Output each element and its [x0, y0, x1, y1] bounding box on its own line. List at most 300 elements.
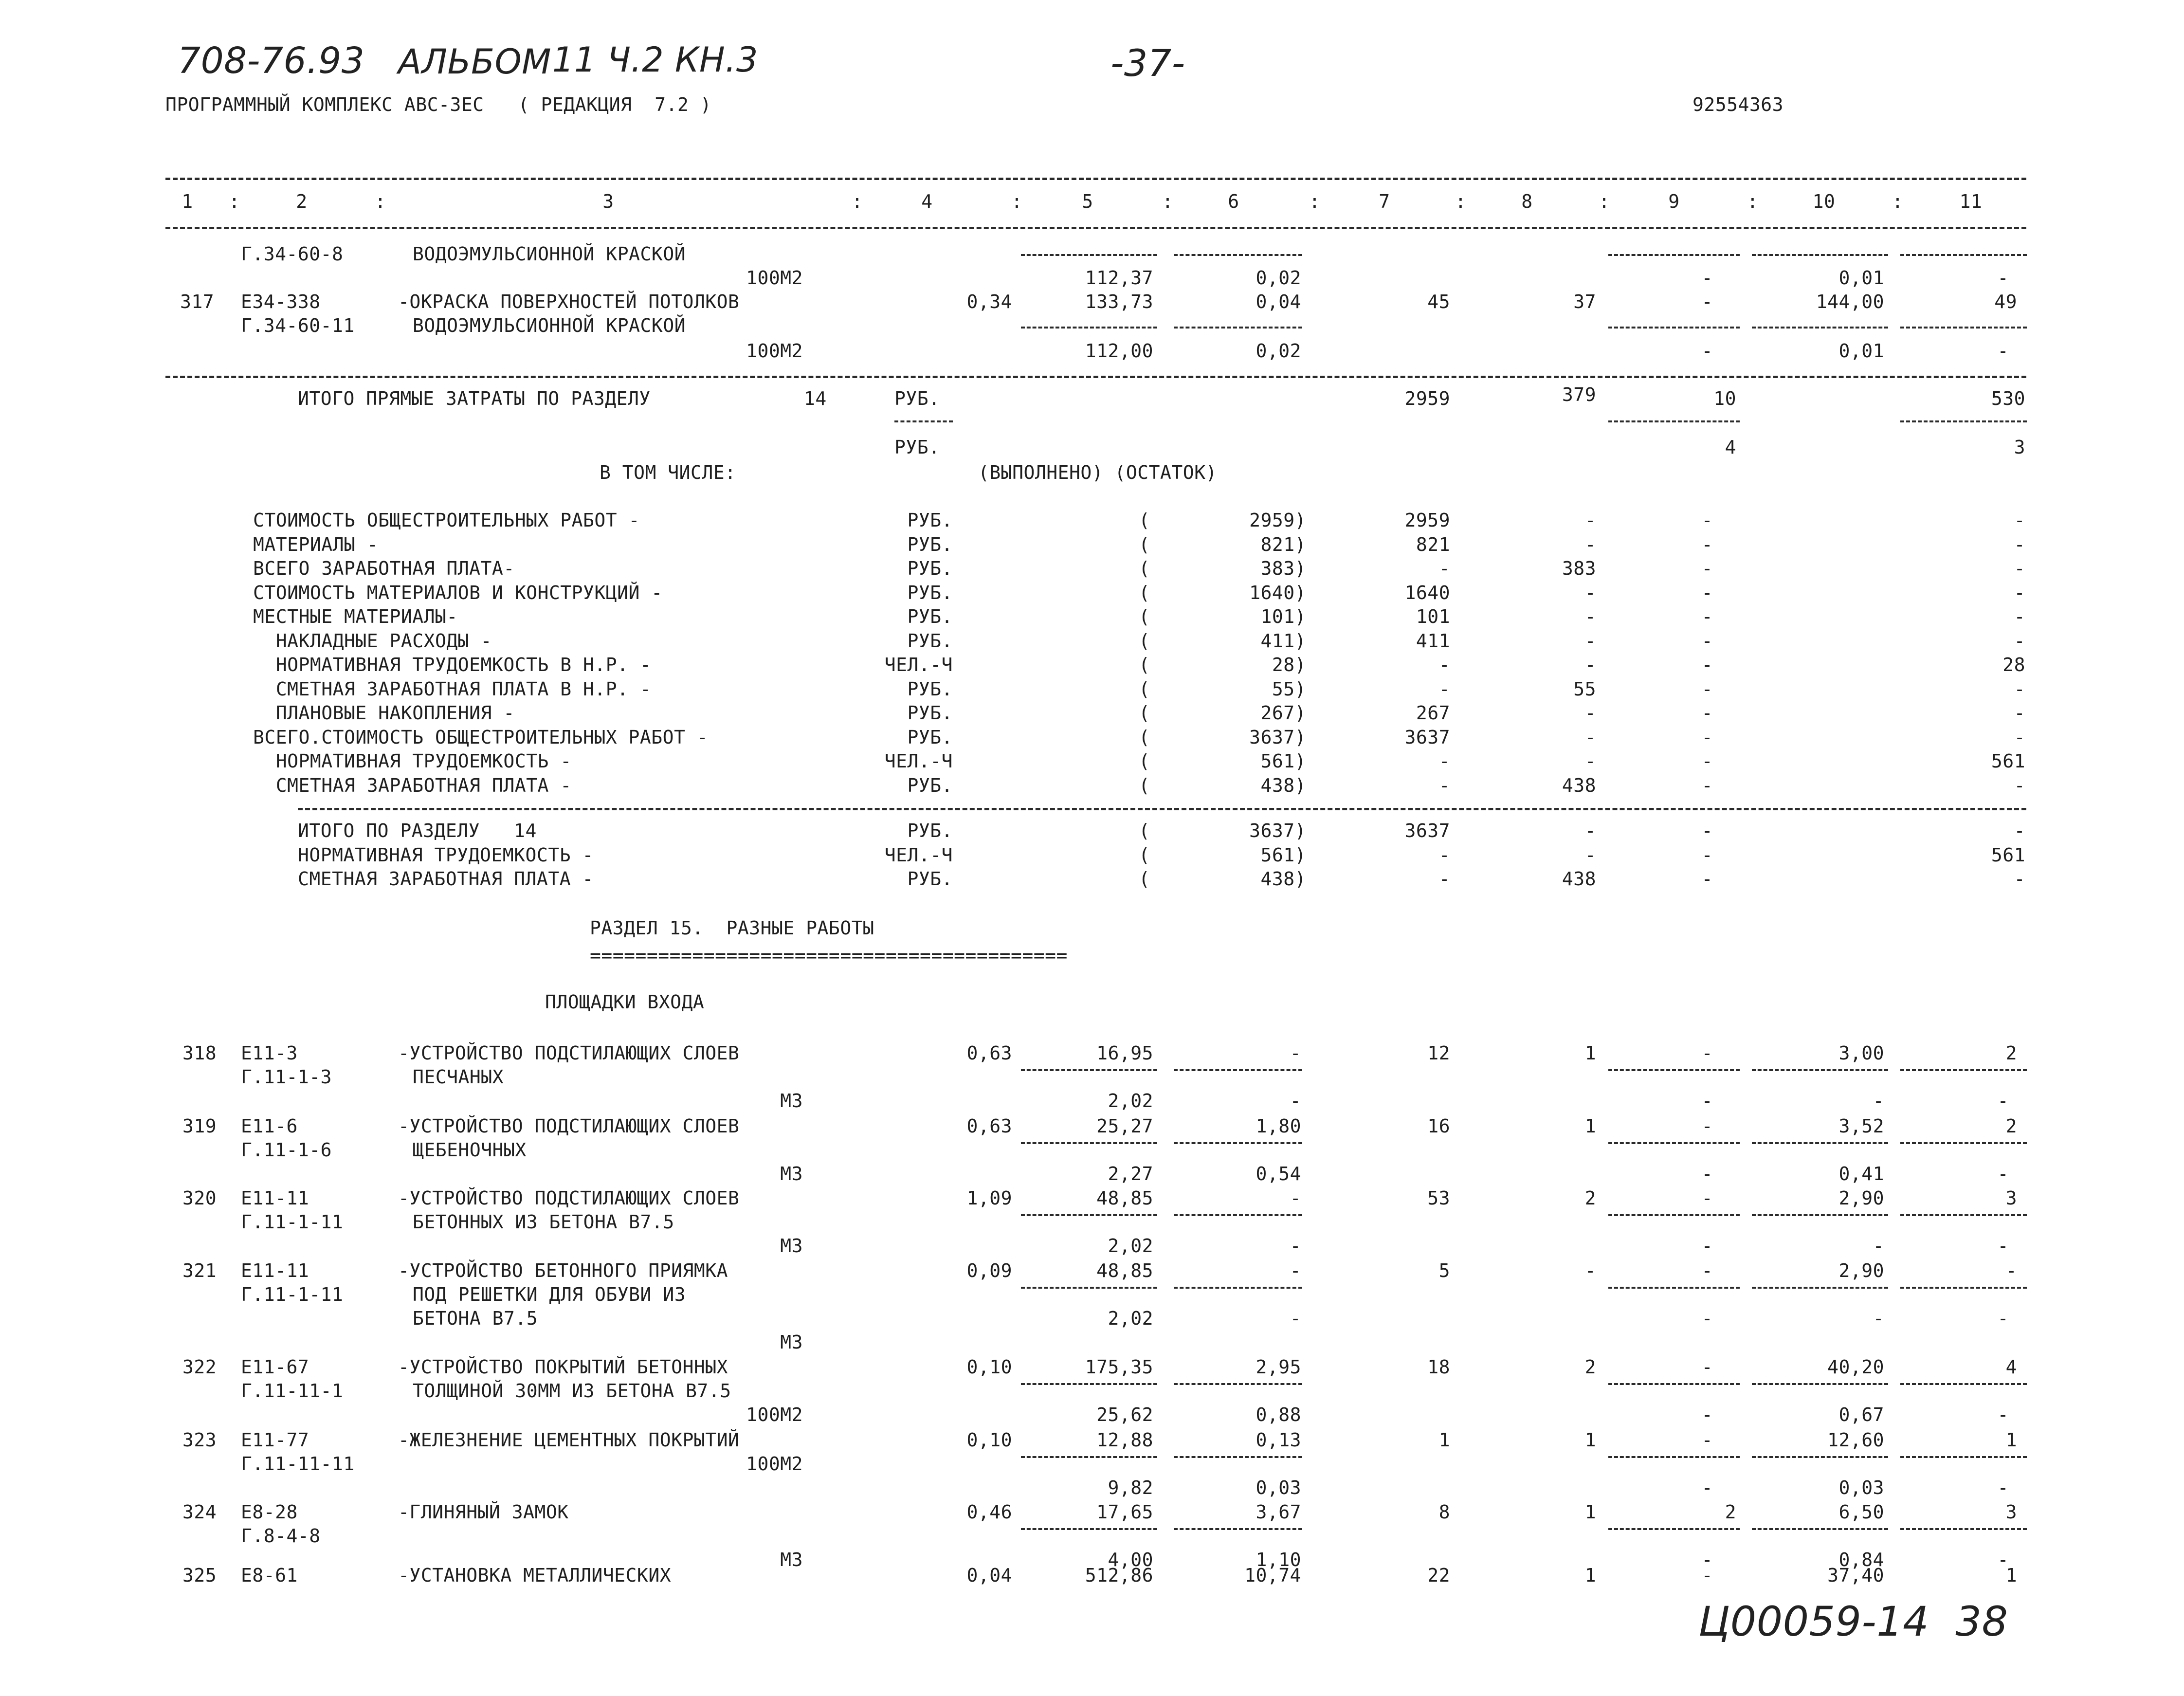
summary-c7: 267: [1416, 702, 1450, 724]
summary-unit: РУБ.: [907, 774, 953, 796]
item-unit: 100М2: [746, 340, 803, 362]
summary-c8: -: [1584, 510, 1596, 531]
cell-c10: 12,60: [1827, 1429, 1884, 1451]
cell-c4: 0,34: [966, 291, 1012, 312]
second-c9: 4: [1725, 437, 1736, 458]
column-separator: :: [1892, 191, 1904, 212]
cell-c7: 8: [1438, 1501, 1450, 1523]
sub-c9: -: [1701, 1090, 1713, 1112]
item-code: Г.34-60-11: [241, 315, 355, 336]
cell-c6: 0,02: [1256, 267, 1301, 289]
column-number: 4: [921, 191, 933, 212]
section-15-subtitle: ПЛОЩАДКИ ВХОДА: [545, 991, 705, 1013]
summary-unit: РУБ.: [907, 820, 953, 841]
cell-c5: 16,95: [1096, 1042, 1153, 1064]
summary-c9: -: [1701, 533, 1713, 555]
summary-label: ВСЕГО.СТОИМОСТЬ ОБЩЕСТРОИТЕЛЬНЫХ РАБОТ -: [253, 726, 709, 748]
cell-c4: 0,10: [966, 1429, 1012, 1451]
value-rule: [1174, 1456, 1302, 1458]
sub-c9: -: [1701, 1477, 1713, 1498]
sub-c11: -: [1997, 1404, 2009, 1425]
sub-c5: 2,02: [1108, 1308, 1153, 1329]
column-separator: :: [1747, 191, 1759, 212]
cell-c11: 2: [2005, 1042, 2017, 1064]
sub-c10: -: [1873, 1235, 1884, 1257]
summary-completed: 821): [1260, 533, 1306, 555]
summary-c8: -: [1584, 630, 1596, 652]
summary-label: НОРМАТИВНАЯ ТРУДОЕМКОСТЬ -: [298, 844, 594, 866]
item-code: Г.34-60-8: [241, 243, 344, 265]
sub-c9: -: [1701, 1404, 1713, 1425]
cell-c10: 3,00: [1838, 1042, 1884, 1064]
handwritten-album-label: АЛЬБОМ: [398, 42, 552, 82]
cell-c7: 16: [1427, 1115, 1450, 1137]
summary-unit: ЧЕЛ.-Ч: [884, 750, 953, 772]
value-rule: [1608, 327, 1740, 328]
item-number: 318: [182, 1042, 217, 1064]
cell-c4: 0,09: [966, 1260, 1012, 1281]
second-unit: РУБ.: [894, 437, 940, 458]
summary-open-paren: (: [1139, 702, 1150, 724]
summary-open-paren: (: [1139, 750, 1150, 772]
summary-completed: 55): [1272, 678, 1306, 700]
cell-c11: 4: [2005, 1356, 2017, 1378]
summary-label: СМЕТНАЯ ЗАРАБОТНАЯ ПЛАТА -: [253, 774, 572, 796]
summary-completed: 438): [1260, 774, 1306, 796]
column-separator: :: [1599, 191, 1610, 212]
item-code: Е11-11: [241, 1260, 309, 1281]
sub-c5: 2,27: [1108, 1163, 1153, 1185]
summary-completed: 383): [1260, 558, 1306, 579]
cell-c5: 12,88: [1096, 1429, 1153, 1451]
summary-open-paren: (: [1139, 774, 1150, 796]
cell-c11: -: [2005, 1260, 2017, 1281]
handwritten-album-ref: 708-76.93: [178, 40, 365, 82]
summary-c7: -: [1438, 678, 1450, 700]
document-code: 92554363: [1693, 94, 1784, 115]
cell-c8: 1: [1584, 1501, 1596, 1523]
summary-unit: РУБ.: [907, 702, 953, 724]
item-number: 322: [182, 1356, 217, 1378]
summary-open-paren: (: [1139, 868, 1150, 890]
column-number: 9: [1668, 191, 1680, 212]
cell-c4: 0,04: [966, 1565, 1012, 1586]
cell-c11: 1: [2005, 1565, 2017, 1586]
summary-label: СТОИМОСТЬ МАТЕРИАЛОВ И КОНСТРУКЦИЙ -: [253, 582, 663, 603]
item-code-ref: Г.11-1-6: [241, 1139, 332, 1161]
item-number: 317: [180, 291, 215, 312]
column-number: 5: [1082, 191, 1093, 212]
cell-c9: -: [1701, 1260, 1713, 1281]
column-separator: :: [375, 191, 386, 212]
program-line: ПРОГРАММНЫЙ КОМПЛЕКС АВС-3ЕС ( РЕДАКЦИЯ 7.2 ): [165, 94, 712, 115]
summary-completed: 2959): [1249, 510, 1306, 531]
summary-c11: -: [2014, 630, 2025, 652]
item-code-ref: Г.11-1-11: [241, 1211, 344, 1233]
value-rule: [1174, 1214, 1302, 1216]
value-rule: [1752, 254, 1888, 256]
sub-c11: -: [1997, 1308, 2009, 1329]
summary-unit: ЧЕЛ.-Ч: [884, 654, 953, 675]
direct-c9: 10: [1713, 388, 1736, 409]
cell-c7: 18: [1427, 1356, 1450, 1378]
sub-c9: -: [1701, 1235, 1713, 1257]
summary-unit: РУБ.: [907, 678, 953, 700]
value-rule: [1021, 327, 1157, 328]
value-rule: [1900, 254, 2027, 256]
value-rule: [1752, 327, 1888, 328]
sub-c10: -: [1873, 1090, 1884, 1112]
cell-c11: -: [1997, 267, 2009, 289]
value-rule: [1608, 420, 1740, 422]
summary-c8: 438: [1562, 774, 1596, 796]
item-text: ПОД РЕШЕТКИ ДЛЯ ОБУВИ ИЗ: [413, 1284, 686, 1305]
cell-c5: 133,73: [1085, 291, 1153, 312]
summary-c7: 1640: [1404, 582, 1450, 603]
cell-c6: 3,67: [1256, 1501, 1301, 1523]
item-text: -ОКРАСКА ПОВЕРХНОСТЕЙ ПОТОЛКОВ: [398, 291, 740, 312]
summary-c11: -: [2014, 868, 2025, 890]
value-rule: [1174, 1287, 1302, 1289]
summary-c8: 438: [1562, 868, 1596, 890]
summary-c7: -: [1438, 774, 1450, 796]
value-rule: [1752, 1528, 1888, 1530]
cell-c5: 512,86: [1085, 1565, 1153, 1586]
value-rule: [1900, 1456, 2027, 1458]
cell-c11: 2: [2005, 1115, 2017, 1137]
sub-c6: 1,10: [1256, 1549, 1301, 1570]
value-rule: [1608, 1287, 1740, 1289]
summary-c9: -: [1701, 582, 1713, 603]
sub-c11: -: [1997, 1549, 2009, 1570]
value-rule: [1752, 1456, 1888, 1458]
cell-c10: 144,00: [1816, 291, 1884, 312]
summary-c11: -: [2014, 510, 2025, 531]
summary-label: ИТОГО ПО РАЗДЕЛУ 14: [298, 820, 537, 841]
cell-c11: 3: [2005, 1501, 2017, 1523]
value-rule: [1900, 327, 2027, 328]
item-text: -УСТРОЙСТВО ПОКРЫТИЙ БЕТОННЫХ: [398, 1356, 728, 1378]
item-code: Е11-67: [241, 1356, 309, 1378]
summary-c11: -: [2014, 606, 2025, 627]
item-code: Е8-61: [241, 1565, 298, 1586]
summary-c8: -: [1584, 582, 1596, 603]
cell-c9: -: [1701, 291, 1713, 312]
section-total-rule: [298, 808, 2026, 810]
summary-c11: 561: [1991, 750, 2025, 772]
summary-c7: 3637: [1404, 726, 1450, 748]
summary-c7: -: [1438, 868, 1450, 890]
summary-unit: РУБ.: [907, 582, 953, 603]
summary-c7: -: [1438, 654, 1450, 675]
header-rule-top: [165, 178, 2026, 180]
cell-c10: 40,20: [1827, 1356, 1884, 1378]
item-text: БЕТОННЫХ ИЗ БЕТОНА В7.5: [413, 1211, 674, 1233]
value-rule: [1752, 1383, 1888, 1385]
value-rule: [1900, 1287, 2027, 1289]
summary-open-paren: (: [1139, 558, 1150, 579]
column-number: 8: [1521, 191, 1533, 212]
value-rule: [1752, 1214, 1888, 1216]
item-code: Е11-3: [241, 1042, 298, 1064]
summary-c11: -: [2014, 702, 2025, 724]
summary-label: НОРМАТИВНАЯ ТРУДОЕМКОСТЬ В Н.Р. -: [253, 654, 652, 675]
column-separator: :: [229, 191, 240, 212]
sub-c5: 2,02: [1108, 1090, 1153, 1112]
item-code-ref: Г.11-11-11: [241, 1453, 355, 1475]
item-number: 323: [182, 1429, 217, 1451]
summary-label: ПЛАНОВЫЕ НАКОПЛЕНИЯ -: [253, 702, 515, 724]
summary-open-paren: (: [1139, 630, 1150, 652]
summary-c9: -: [1701, 558, 1713, 579]
value-rule: [1900, 1528, 2027, 1530]
summary-label: МАТЕРИАЛЫ -: [253, 533, 379, 555]
summary-open-paren: (: [1139, 726, 1150, 748]
cell-c5: 112,00: [1085, 340, 1153, 362]
item-code: Е11-11: [241, 1187, 309, 1209]
summary-label: НОРМАТИВНАЯ ТРУДОЕМКОСТЬ -: [253, 750, 572, 772]
value-rule: [1174, 1142, 1302, 1144]
item-unit: 100М2: [746, 1453, 803, 1475]
value-rule: [1021, 254, 1157, 256]
summary-c8: -: [1584, 750, 1596, 772]
cell-c10: 0,01: [1838, 340, 1884, 362]
summary-c9: -: [1701, 726, 1713, 748]
item-unit: М3: [780, 1163, 803, 1185]
cell-c11: 49: [1994, 291, 2017, 312]
cell-c4: 1,09: [966, 1187, 1012, 1209]
summary-completed: 267): [1260, 702, 1306, 724]
cell-c9: -: [1701, 1356, 1713, 1378]
summary-completed: 561): [1260, 844, 1306, 866]
item-unit: М3: [780, 1331, 803, 1353]
summary-c11: -: [2014, 558, 2025, 579]
cell-c5: 25,27: [1096, 1115, 1153, 1137]
summary-c9: -: [1701, 678, 1713, 700]
cell-c6: 0,13: [1256, 1429, 1301, 1451]
summary-c8: 55: [1573, 678, 1596, 700]
item-code-ref: Г.11-11-1: [241, 1380, 344, 1402]
summary-label: СМЕТНАЯ ЗАРАБОТНАЯ ПЛАТА -: [298, 868, 594, 890]
column-separator: :: [852, 191, 863, 212]
summary-completed: 28): [1272, 654, 1306, 675]
item-text: -ГЛИНЯНЫЙ ЗАМОК: [398, 1501, 569, 1523]
including-label: В ТОМ ЧИСЛЕ:: [600, 462, 736, 483]
summary-c9: -: [1701, 774, 1713, 796]
item-text: -УСТРОЙСТВО ПОДСТИЛАЮЩИХ СЛОЕВ: [398, 1115, 740, 1137]
item-text: БЕТОНА В7.5: [413, 1308, 538, 1329]
sub-c5: 4,00: [1108, 1549, 1153, 1570]
item-number: 325: [182, 1565, 217, 1586]
value-rule: [1021, 1069, 1157, 1071]
summary-unit: РУБ.: [907, 868, 953, 890]
item-text: ЩЕБЕНОЧНЫХ: [413, 1139, 527, 1161]
cell-c6: 2,95: [1256, 1356, 1301, 1378]
summary-unit: РУБ.: [907, 533, 953, 555]
item-unit: М3: [780, 1235, 803, 1257]
summary-c8: -: [1584, 726, 1596, 748]
column-separator: :: [1011, 191, 1023, 212]
cell-c6: -: [1290, 1187, 1301, 1209]
summary-c7: -: [1438, 844, 1450, 866]
column-number: 2: [296, 191, 308, 212]
summary-c11: -: [2014, 774, 2025, 796]
item-text: ТОЛЩИНОЙ 30ММ ИЗ БЕТОНА В7.5: [413, 1380, 731, 1402]
cell-c6: 0,04: [1256, 291, 1301, 312]
summary-open-paren: (: [1139, 582, 1150, 603]
value-rule: [1900, 420, 2027, 422]
cell-c11: 1: [2005, 1429, 2017, 1451]
item-text: -УСТРОЙСТВО БЕТОННОГО ПРИЯМКА: [398, 1260, 728, 1281]
summary-c11: -: [2014, 533, 2025, 555]
cell-c8: 1: [1584, 1042, 1596, 1064]
item-text: ПЕСЧАНЫХ: [413, 1066, 504, 1088]
cell-c9: -: [1701, 1042, 1713, 1064]
summary-c9: -: [1701, 702, 1713, 724]
cell-c8: 1: [1584, 1115, 1596, 1137]
summary-open-paren: (: [1139, 844, 1150, 866]
section-15-underline: ==========================================: [590, 945, 1068, 966]
sub-c5: 25,62: [1096, 1404, 1153, 1425]
value-rule: [1900, 1383, 2027, 1385]
summary-completed: 411): [1260, 630, 1306, 652]
cell-c8: 1: [1584, 1565, 1596, 1586]
summary-completed: 438): [1260, 868, 1306, 890]
summary-c11: -: [2014, 726, 2025, 748]
summary-c8: -: [1584, 844, 1596, 866]
summary-open-paren: (: [1139, 678, 1150, 700]
sub-c10: 0,67: [1838, 1404, 1884, 1425]
cell-c4: 0,46: [966, 1501, 1012, 1523]
cell-c8: 2: [1584, 1187, 1596, 1209]
summary-unit: РУБ.: [907, 606, 953, 627]
cell-c6: 10,74: [1244, 1565, 1301, 1586]
cell-c4: 0,63: [966, 1115, 1012, 1137]
direct-costs-section: 14: [804, 388, 827, 409]
summary-c7: -: [1438, 558, 1450, 579]
cell-c7: 5: [1438, 1260, 1450, 1281]
sub-c9: -: [1701, 1549, 1713, 1570]
item-code: Е34-338: [241, 291, 321, 312]
value-rule: [1752, 1142, 1888, 1144]
cell-c8: 37: [1573, 291, 1596, 312]
cell-c9: -: [1701, 1115, 1713, 1137]
summary-c9: -: [1701, 510, 1713, 531]
summary-label: ВСЕГО ЗАРАБОТНАЯ ПЛАТА-: [253, 558, 515, 579]
value-rule: [1900, 1069, 2027, 1071]
cell-c8: 2: [1584, 1356, 1596, 1378]
value-rule: [1021, 1214, 1157, 1216]
summary-c8: -: [1584, 820, 1596, 841]
sub-c11: -: [1997, 1235, 2009, 1257]
summary-c9: -: [1701, 820, 1713, 841]
cell-c4: 0,10: [966, 1356, 1012, 1378]
cell-c10: 2,90: [1838, 1260, 1884, 1281]
cell-c10: 0,01: [1838, 267, 1884, 289]
summary-completed: 3637): [1249, 820, 1306, 841]
column-number: 6: [1228, 191, 1239, 212]
summary-c9: -: [1701, 750, 1713, 772]
value-rule: [1174, 1069, 1302, 1071]
item-code-ref: Г.8-4-8: [241, 1525, 321, 1547]
column-number: 11: [1959, 191, 1983, 212]
cell-c10: 2,90: [1838, 1187, 1884, 1209]
cell-c6: 0,02: [1256, 340, 1301, 362]
column-number: 10: [1812, 191, 1836, 212]
cell-c9: -: [1701, 1429, 1713, 1451]
sub-c11: -: [1997, 1090, 2009, 1112]
item-code: Е8-28: [241, 1501, 298, 1523]
item-number: 320: [182, 1187, 217, 1209]
sub-c10: 0,03: [1838, 1477, 1884, 1498]
handwritten-footer-code: Ц00059-14 38: [1698, 1598, 2008, 1645]
summary-c8: 383: [1562, 558, 1596, 579]
value-rule: [1608, 1069, 1740, 1071]
sub-c10: 0,84: [1838, 1549, 1884, 1570]
summary-c7: 821: [1416, 533, 1450, 555]
sub-c9: -: [1701, 1163, 1713, 1185]
cell-c7: 12: [1427, 1042, 1450, 1064]
summary-c8: -: [1584, 702, 1596, 724]
column-number: 1: [182, 191, 193, 212]
sub-c5: 9,82: [1108, 1477, 1153, 1498]
direct-c7: 2959: [1404, 388, 1450, 409]
direct-c8: 379: [1562, 384, 1596, 405]
summary-label: СТОИМОСТЬ ОБЩЕСТРОИТЕЛЬНЫХ РАБОТ -: [253, 510, 640, 531]
sub-c6: 0,03: [1256, 1477, 1301, 1498]
value-rule: [1608, 1383, 1740, 1385]
value-rule: [1608, 1214, 1740, 1216]
summary-open-paren: (: [1139, 533, 1150, 555]
cell-c5: 48,85: [1096, 1260, 1153, 1281]
item-code: Е11-6: [241, 1115, 298, 1137]
item-number: 321: [182, 1260, 217, 1281]
summary-c9: -: [1701, 630, 1713, 652]
unit-rule: [894, 420, 953, 422]
cell-c5: 17,65: [1096, 1501, 1153, 1523]
summary-unit: РУБ.: [907, 726, 953, 748]
value-rule: [1021, 1142, 1157, 1144]
cell-c5: 48,85: [1096, 1187, 1153, 1209]
summary-c9: -: [1701, 654, 1713, 675]
cell-c5: 175,35: [1085, 1356, 1153, 1378]
second-c11: 3: [2014, 437, 2025, 458]
summary-c7: 411: [1416, 630, 1450, 652]
item-number: 324: [182, 1501, 217, 1523]
value-rule: [1900, 1142, 2027, 1144]
summary-unit: ЧЕЛ.-Ч: [884, 844, 953, 866]
summary-c8: -: [1584, 533, 1596, 555]
cell-c9: 2: [1725, 1501, 1736, 1523]
summary-unit: РУБ.: [907, 630, 953, 652]
totals-rule: [165, 376, 2026, 378]
summary-open-paren: (: [1139, 654, 1150, 675]
item-code-ref: Г.11-1-11: [241, 1284, 344, 1305]
item-code: Е11-77: [241, 1429, 309, 1451]
sub-c6: 0,88: [1256, 1404, 1301, 1425]
summary-open-paren: (: [1139, 606, 1150, 627]
sub-c11: -: [1997, 1163, 2009, 1185]
item-number: 319: [182, 1115, 217, 1137]
cell-c10: 37,40: [1827, 1565, 1884, 1586]
value-rule: [1174, 1383, 1302, 1385]
summary-c8: -: [1584, 606, 1596, 627]
sub-c6: -: [1290, 1308, 1301, 1329]
column-number: 7: [1379, 191, 1390, 212]
summary-label: НАКЛАДНЫЕ РАСХОДЫ -: [253, 630, 492, 652]
summary-c11: 561: [1991, 844, 2025, 866]
summary-label: СМЕТНАЯ ЗАРАБОТНАЯ ПЛАТА В Н.Р. -: [253, 678, 652, 700]
